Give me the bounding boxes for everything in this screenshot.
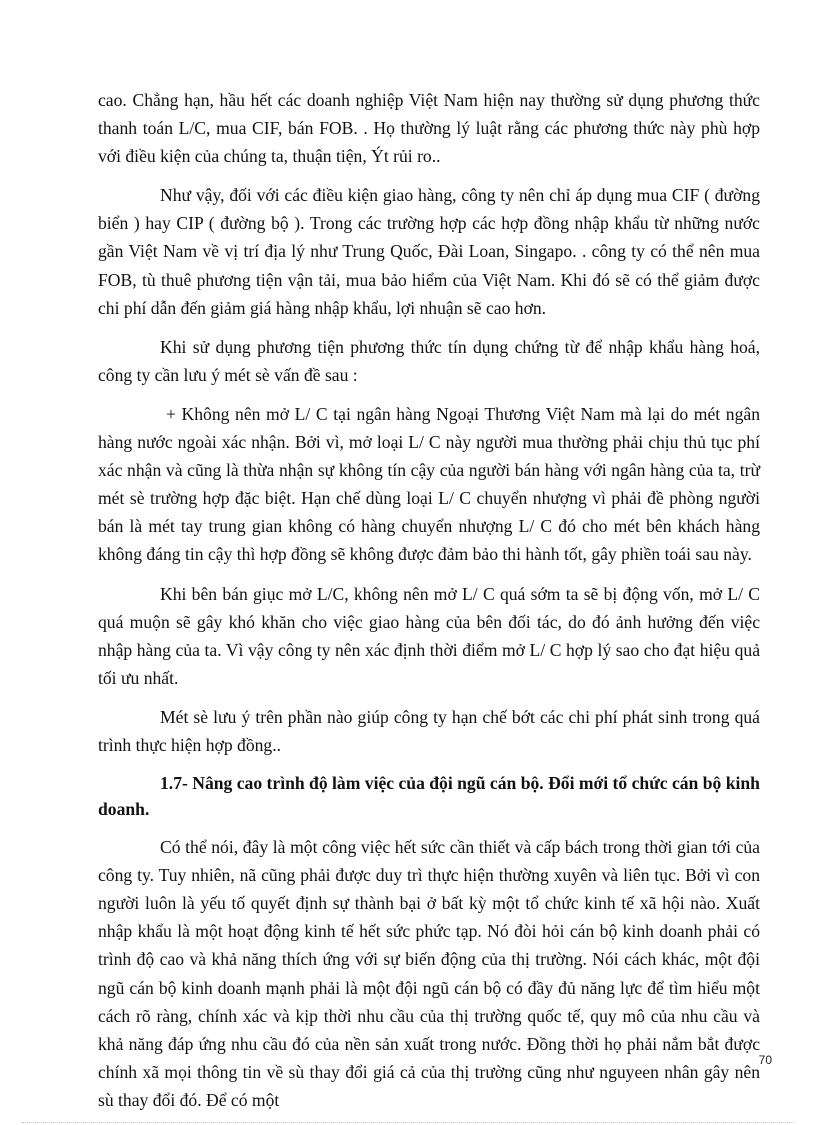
paragraph-staff-training: Có thể nói, đây là một công việc hết sức cần thiết và cấp bách trong thời gian tới của công ty. Tuy nhiên, nã cũng phải được duy trì thực hiện thường xuyên và liên tục. Bởi vì con người luôn là yếu tố quyết định sự thành bại ở bất kỳ một tổ chức kinh tế xã hội nào. Xuất nhập khẩu là một hoạt động kinh tế hết sức phức tạp. Nó đòi hỏi cán bộ kinh doanh phải có trình độ cao và khả năng thích ứng với sự biến động của thị trường. Nói cách khác, một đội ngũ cán bộ kinh doanh mạnh phải là một đội ngũ cán bộ có đầy đủ năng lực để tìm hiểu một cách rõ ràng, chính xác và kịp thời nhu cầu của thị trường quốc tế, quy mô của nhu cầu và khả năng đáp ứng nhu cầu đó của nền sản xuất trong nước. Đồng thời họ phải nắm bắt được chính xã mọi thông tin về sù thay đổi giá cả của thị trường cũng như nguyeen nhân gây nên sù thay đổi đó. Để có một — [98, 837, 760, 1110]
paragraph-continuation: cao. Chẳng hạn, hầu hết các doanh nghiệp Việt Nam hiện nay thường sử dụng phương thức thanh toán L/C, mua CIF, bán FOB. . Họ thường lý luật rằng các phương thức này phù hợp với điều kiện của chúng ta, thuận tiện, Ýt rủi ro.. — [98, 90, 760, 167]
section-heading: 1.7- Nâng cao trình độ làm việc của đội ngũ cán bộ. Đổi mới tổ chức cán bộ kinh doanh. — [98, 773, 760, 820]
paragraph-delivery-terms: Như vậy, đối với các điều kiện giao hàng, công ty nên chỉ áp dụng mua CIF ( đường biển ) hay CIP ( đường bộ ). Trong các trường hợp các hợp đồng nhập khẩu từ những nước gần Việt Nam về vị trí địa lý như Trung Quốc, Đài Loan, Singapo. . công ty có thể nên mua FOB, tù thuê phương tiện vận tải, mua bảo hiểm của Việt Nam. Khi đó sẽ có thể giảm được chi phí dẫn đến giảm giá hàng nhập khẩu, lợi nhuận sẽ cao hơn. — [98, 185, 760, 318]
paragraph-lc-timing: Khi bên bán giục mở L/C, không nên mở L/ C quá sớm ta sẽ bị động vốn, mở L/ C quá muộn sẽ gây khó khăn cho việc giao hàng của bên đối tác, do đó ảnh hưởng đến việc nhập hàng của ta. Vì vậy công ty nên xác định thời điểm mở L/ C hợp lý sao cho đạt hiệu quả tối ưu nhất. — [98, 583, 760, 688]
paragraph-lc-bullet: + Không nên mở L/ C tại ngân hàng Ngoại Thương Việt Nam mà lại do mét ngân hàng nước ngoài xác nhận. Bởi vì, mở loại L/ C này người mua thường phải chịu thủ tục phí xác nhận và cũng là thừa nhận sự không tín cậy của người bán hàng với ngân hàng của ta, trừ mét sè trường hợp đặc biệt. Hạn chế dùng loại L/ C chuyển nhượng vì phải đề phòng người bán là mét tay trung gian không có hàng chuyển nhượng L/ C đó cho mét bên khách hàng không đáng tin cậy thì hợp đồng sẽ không được đảm bảo thi hành tốt, gây phiền toái sau này. — [98, 403, 760, 565]
page-number: 70 — [758, 1053, 772, 1067]
paragraph-notes-summary: Mét sè lưu ý trên phần nào giúp công ty hạn chế bớt các chi phí phát sinh trong quá trình thực hiện hợp đồng.. — [98, 706, 760, 755]
paragraph-lc-intro: Khi sử dụng phương tiện phương thức tín dụng chứng từ để nhập khẩu hàng hoá, công ty cần lưu ý mét sè vấn đề sau : — [98, 336, 760, 385]
body-text — [98, 86, 760, 1125]
